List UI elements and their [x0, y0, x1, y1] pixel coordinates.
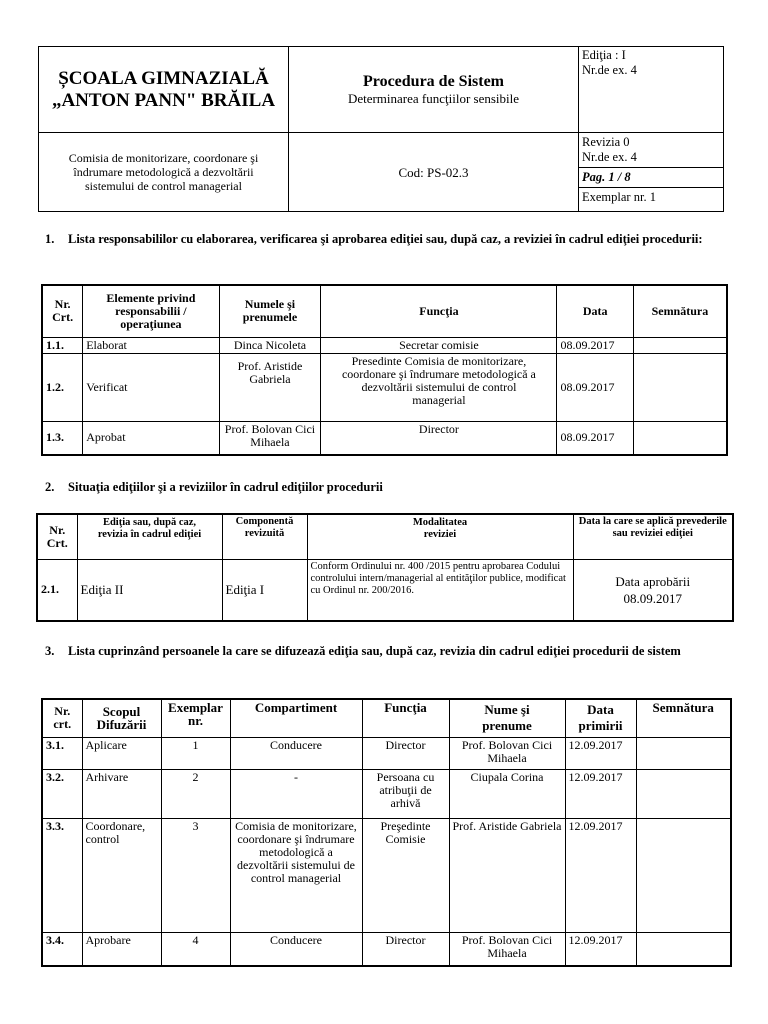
row-function: Persoana cu atribuţii de arhivă [362, 769, 449, 818]
row-method: Conform Ordinului nr. 400 /2015 pentru aprobarea Codului controlului intern/managerial al entităţilor publice, modificat cu Ordinul nr. 200/2016. [307, 559, 573, 621]
row-department: Comisia de monitorizare, coordonare şi îndrumare metodologică a dezvoltării sistemului de control managerial [230, 818, 362, 932]
edition-label: Ediţia : I [582, 48, 626, 62]
section3-heading [45, 643, 723, 659]
table-row [42, 337, 727, 353]
col-header: Nr. Crt. [42, 285, 83, 337]
row-department: Conducere [230, 737, 362, 769]
row-signature [636, 932, 731, 966]
col-header: Scopul Difuzării [82, 699, 161, 737]
col-header: Numele şi prenumele [219, 285, 321, 337]
row-department: Conducere [230, 932, 362, 966]
row-name: Prof. Bolovan Cici Mihaela [449, 737, 565, 769]
distribution-table [41, 698, 732, 967]
row-number: 3.3. [42, 818, 82, 932]
table-row [42, 353, 727, 421]
section1-heading [45, 231, 723, 247]
revision-label: Revizia 0 [582, 135, 630, 149]
row-function: Director [321, 421, 557, 455]
section2-heading [45, 479, 723, 495]
row-name: Prof. Aristide Gabriela [449, 818, 565, 932]
col-header: Data primirii [565, 699, 636, 737]
row-purpose: Arhivare [82, 769, 161, 818]
table-row [42, 769, 731, 818]
col-header: Elemente privind responsabilii / operaţiunea [83, 285, 219, 337]
row-operation: Verificat [83, 353, 219, 421]
row-copy: 1 [161, 737, 230, 769]
col-header: Funcţia [362, 699, 449, 737]
col-header: Compartiment [230, 699, 362, 737]
row-department: - [230, 769, 362, 818]
row-signature [636, 769, 731, 818]
row-name: Prof. Bolovan Cici Mihaela [219, 421, 321, 455]
section3-number: 3. [45, 644, 55, 658]
col-header: Exemplar nr. [161, 699, 230, 737]
row-function: Director [362, 932, 449, 966]
row-purpose: Coordonare, control [82, 818, 161, 932]
row-name: Dinca Nicoleta [219, 337, 321, 353]
section2-number: 2. [45, 480, 55, 494]
edition-copies: Nr.de ex. 4 [582, 63, 637, 77]
row-name: Prof. Bolovan Cici Mihaela [449, 932, 565, 966]
page-number: Pag. 1 / 8 [579, 167, 723, 187]
header-table [38, 46, 724, 212]
row-date: 08.09.2017 [557, 337, 633, 353]
section1-title: Lista responsabililor cu elaborarea, verificarea şi aprobarea ediţiei sau, după caz, a reviziei în cadrul ediţiei procedurii: [68, 232, 703, 246]
table-header-row [42, 699, 731, 737]
copy-number: Exemplar nr. 1 [579, 187, 723, 207]
table-row [42, 737, 731, 769]
col-header: Ediţia sau, după caz, revizia în cadrul ediţiei [77, 514, 222, 559]
col-header: Semnătura [636, 699, 731, 737]
row-signature [636, 737, 731, 769]
procedure-subtitle: Determinarea funcţiilor sensibile [347, 90, 520, 106]
row-signature [633, 421, 727, 455]
row-function: Preşedinte Comisie [362, 818, 449, 932]
col-header: Modalitatea reviziei [307, 514, 573, 559]
col-header: Nr. Crt. [37, 514, 77, 559]
row-function: Director [362, 737, 449, 769]
row-name: Prof. Aristide Gabriela [219, 353, 321, 421]
procedure-title-cell [289, 47, 579, 133]
row-date: 12.09.2017 [565, 769, 636, 818]
row-number: 3.1. [42, 737, 82, 769]
table-header-row [42, 285, 727, 337]
procedure-title: Procedura de Sistem [362, 72, 504, 90]
row-function: Secretar comisie [321, 337, 557, 353]
col-header: Semnătura [633, 285, 727, 337]
responsibles-table [41, 284, 728, 456]
section1-number: 1. [45, 232, 55, 246]
section3-title: Lista cuprinzând persoanele la care se difuzează ediţia sau, după caz, revizia din cadrul ediţiei procedurii de sistem [68, 644, 681, 658]
col-header: Data la care se aplică prevederile sau reviziei ediţiei [573, 514, 733, 559]
table-row [37, 559, 733, 621]
row-purpose: Aplicare [82, 737, 161, 769]
row-number: 3.4. [42, 932, 82, 966]
row-date: 12.09.2017 [565, 818, 636, 932]
row-apply-date: Data aprobării 08.09.2017 [573, 559, 733, 621]
row-date: 08.09.2017 [557, 421, 633, 455]
table-row [42, 818, 731, 932]
row-signature [633, 353, 727, 421]
row-number: 1.2. [42, 353, 83, 421]
table-header-row [37, 514, 733, 559]
row-date: 12.09.2017 [565, 932, 636, 966]
row-operation: Elaborat [83, 337, 219, 353]
row-date: 12.09.2017 [565, 737, 636, 769]
col-header: Nr. crt. [42, 699, 82, 737]
col-header: Funcţia [321, 285, 557, 337]
row-number: 2.1. [37, 559, 77, 621]
row-signature [636, 818, 731, 932]
row-date: 08.09.2017 [557, 353, 633, 421]
col-header: Nume şi prenume [449, 699, 565, 737]
row-function: Presedinte Comisia de monitorizare, coordonare şi îndrumare metodologică a dezvoltării sistemului de control managerial [321, 353, 557, 421]
table-row [42, 932, 731, 966]
commission-name: Comisia de monitorizare, coordonare şi îndrumare metodologică a dezvoltării sistemului de control managerial [39, 133, 289, 212]
row-copy: 3 [161, 818, 230, 932]
col-header: Data [557, 285, 633, 337]
school-name: ȘCOALA GIMNAZIALĂ „ANTON PANN" BRĂILA [39, 47, 289, 133]
table-row [42, 421, 727, 455]
row-name: Ciupala Corina [449, 769, 565, 818]
row-copy: 4 [161, 932, 230, 966]
section2-title: Situaţia ediţiilor şi a reviziilor în cadrul ediţiilor procedurii [68, 480, 383, 494]
row-purpose: Aprobare [82, 932, 161, 966]
revision-cell [579, 133, 724, 212]
row-operation: Aprobat [83, 421, 219, 455]
row-signature [633, 337, 727, 353]
edition-cell [579, 47, 724, 133]
col-header: Componentă revizuită [222, 514, 307, 559]
row-component: Ediţia I [222, 559, 307, 621]
row-edition: Ediţia II [77, 559, 222, 621]
row-number: 1.1. [42, 337, 83, 353]
revision-copies: Nr.de ex. 4 [582, 150, 637, 164]
row-number: 1.3. [42, 421, 83, 455]
row-copy: 2 [161, 769, 230, 818]
row-number: 3.2. [42, 769, 82, 818]
procedure-code: Cod: PS-02.3 [289, 133, 579, 212]
editions-table [36, 513, 734, 622]
